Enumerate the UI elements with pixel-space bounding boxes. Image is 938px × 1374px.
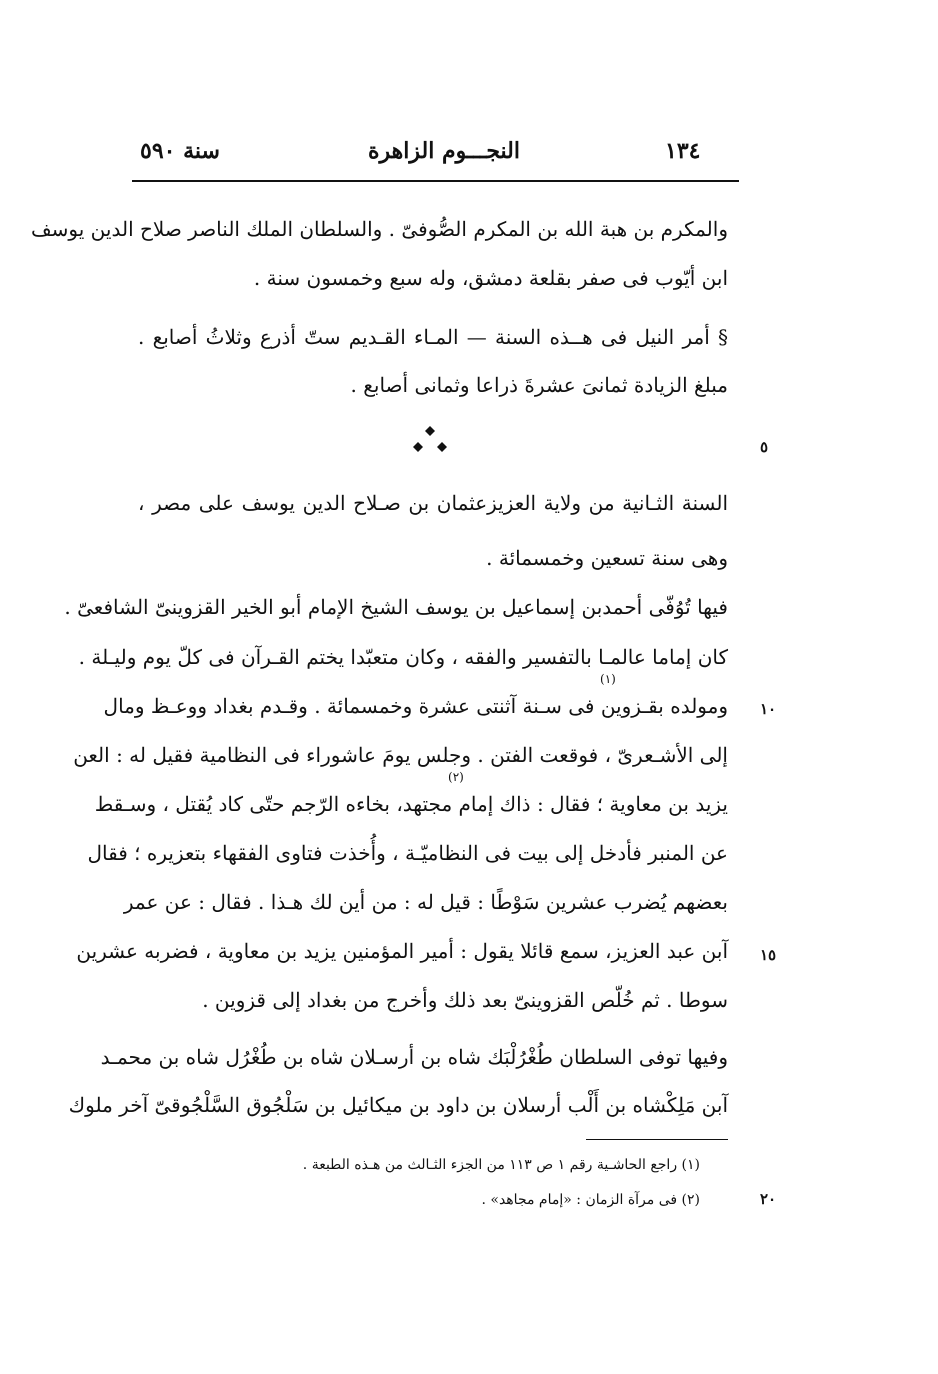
text-line: سوطا . ثم خُلّص القزوينىّ بعد ذلك وأخرج من بغداد إلى قزوين . xyxy=(202,988,728,1012)
text-line: مبلغ الزيادة ثمانىَ عشرةَ ذراعا وثمانى أصابع . xyxy=(350,373,728,397)
year-label: سنة ٥٩٠ xyxy=(140,138,220,164)
line-number: ١٥ xyxy=(760,946,777,964)
text-line: ومولده بقـزوين فى سـنة آثنتى عشرة وخمسمائة . وقـدم بغداد ووعـظ ومال xyxy=(103,694,728,718)
footnote: (٢) فى مرآة الزمان : «إمام مجاهد» . xyxy=(481,1192,700,1208)
note-marker-2: (٢) xyxy=(448,770,464,784)
footnote-rule xyxy=(586,1139,728,1140)
book-title: النجـــوم الزاهرة xyxy=(368,138,520,164)
note-marker-1: (١) xyxy=(600,672,616,686)
text-line: إلى الأشـعرىّ ، فوقعت الفتن . وجلس يومَ عاشوراء فى النظامية فقيل له : العن xyxy=(73,743,728,767)
footnote: (١) راجع الحاشـية رقم ١ ص ١١٣ من الجزء الثـالث من هـذه الطبعة . xyxy=(302,1157,700,1173)
section-ornament xyxy=(408,422,452,458)
text-line: يزيد بن معاوية ؛ فقال : ذاك إمام مجتهد، بخاءه الرّجم حتّى كاد يُقتل ، وسـقط xyxy=(94,792,728,816)
line-number: ٢٠ xyxy=(760,1190,777,1208)
text-line: ابن أيّوب فى صفر بقلعة دمشق، وله سبع وخمسون سنة . xyxy=(253,266,728,290)
text-line: بعضهم يُضرب عشرين سَوْطًا : قيل له : من أين لك هـذا . فقال : عن عمر xyxy=(123,890,728,914)
line-number: ١٠ xyxy=(760,700,777,718)
text-line: السنة الثـانية من ولاية العزيزعثمان بن صـلاح الدين يوسف على مصر ، xyxy=(138,491,728,515)
line-number: ٥ xyxy=(760,438,769,456)
text-line: § أمر النيل فى هــذه السنة — المـاء القـديم ستّ أذرع وثلاثُ أصابع . xyxy=(138,325,728,349)
text-line: كان إماما عالمـا بالتفسير والفقه ، وكان متعبّدا يختم القـرآن فى كلّ يوم وليـلة . xyxy=(78,645,728,669)
text-line: والمكرم بن هبة الله بن المكرم الصُّوفىّ . والسلطان الملك الناصر صلاح الدين يوسف xyxy=(30,217,728,241)
text-line: آبن مَلِكْشاه بن أَلْب أرسلان بن داود بن ميكائيل بن سَلْجُوق السَّلْجُوقىّ آخر ملوك xyxy=(68,1093,728,1117)
page-number: ١٣٤ xyxy=(665,138,701,164)
text-line: عن المنبر فأدخل إلى بيت فى النظاميّـة ، وأُخذت فتاوى الفقهاء بتعزيره ؛ فقال xyxy=(87,841,728,865)
text-line: وفيها توفى السلطان طُغْرُلْبَك شاه بن أرسـلان شاه بن طُغْرُل شاه بن محمـد xyxy=(100,1045,728,1069)
text-line: وهى سنة تسعين وخمسمائة . xyxy=(486,546,728,570)
header-rule xyxy=(132,180,739,182)
text-line: فيها تُوُفّى أحمدبن إسماعيل بن يوسف الشيخ الإمام أبو الخير القزوينىّ الشافعىّ . xyxy=(64,595,728,619)
text-line: آبن عبد العزيز، سمع قائلا يقول : أمير المؤمنين يزيد بن معاوية ، فضربه عشرين xyxy=(76,939,728,963)
